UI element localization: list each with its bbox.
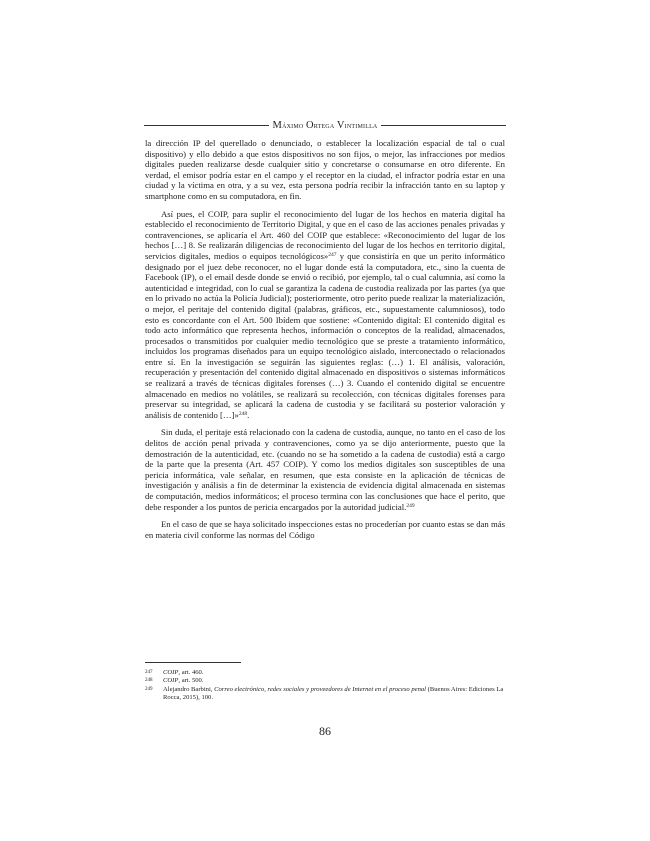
footnote-author: Alejandro Barbini, <box>163 685 215 693</box>
footnote-ref-248: 248 <box>238 410 248 417</box>
footnote-text <box>163 669 505 677</box>
paragraph-3-text: Sin duda, el peritaje está relacionado con la cadena de custodia, aunque, no tanto en el caso de los delitos de acción penal privada y contravenciones, como ya se dijo anteriormente, puesto que la demostración de la autenticidad, etc. (cuando no se ha sometido a la cadena de custodia) está a cargo de la parte que la presenta (Art. 457 COIP). Y como los medios digitales son susceptibles de una pericia informática, vale señalar, en resumen, que esta consiste en la aplicación de técnicas de investigación y análisis a fin de determinar la existencia de evidencia digital almacenada en sistemas de computación, medios informáticos; el proceso termina con las conclusiones que hace el perito, que debe responder a los puntos de pericia encargados por la autoridad judicial. <box>145 427 505 512</box>
paragraph-2-part-a: Así pues, el COIP, para suplir el reconocimiento del lugar de los hechos en materia digital ha establecido el reconocimiento de Territorio Digital, y que en el caso de las acciones penales privadas y contravenciones, se aplicaría el Art. 460 del COIP que establece: «Reconocimiento del lugar de los hechos […] 8. Se realizarán diligencias de reconocimiento del lugar de los hechos en territorio digital, servicios digitales, medios o equipos tecnológicos» <box>145 208 505 261</box>
footnotes <box>145 669 505 703</box>
footnote-number: 249 <box>145 686 153 692</box>
footnote-detail: , art. 500. <box>178 677 204 685</box>
footnote-title: Correo electrónico, redes sociales y proveedores de Internet en el proceso penal <box>214 685 427 693</box>
footnote-248 <box>145 677 505 685</box>
header-rule-right <box>381 125 506 126</box>
header-author: Máximo Ortega Vintimilla <box>272 120 378 131</box>
footnote-ref-249: 249 <box>406 502 415 509</box>
body-text <box>145 138 505 547</box>
paragraph-2 <box>145 209 505 421</box>
footnote-source: COIP <box>163 669 179 676</box>
paragraph-2-part-b: y que consistiría en que un perito informático designado por el juez debe reconocer, no el lugar donde está la computadora, etc., sino la cuenta de Facebook (IP), o el email desde donde se envió o recibió, por ejemplo, tal o cual calumnia, así como la autenticidad e integridad, con lo cual se garantiza la cadena de custodia realizada por las partes (ya que en lo privado no actúa la Policía Judicial); posteriormente, otro perito puede realizar la materialización, o mejor, el peritaje del contenido digital (palabras, gráficos, etc., supuestamente calumniosos), todo esto es concordante con el Art. 500 Ibídem que sostiene: «Contenido digital: El contenido digital es todo acto informático que representa hechos, información o conceptos de la realidad, almacenados, procesados o transmitidos por cualquier medio tecnológico que se preste a tratamiento informático, incluidos los programas diseñados para un equipo tecnológico aislado, interconectado o relacionados entre sí. En la investigación se seguirán las siguientes reglas: (…) 1. El análisis, valoración, recuperación y presentación del contenido digital almacenado en dispositivos o sistemas informáticos se realizará a través de técnicas digitales forenses (…) 3. Cuando el contenido digital se encuentre almacenado en medios no volátiles, se realizará su recolección, con técnicas digitales forenses para preservar su integridad, se aplicará la cadena de custodia y se facilitará su posterior valoración y análisis de contenido […]» <box>145 250 505 420</box>
running-header <box>144 120 506 131</box>
footnote-number: 248 <box>145 678 153 684</box>
footnote-text <box>163 677 505 685</box>
footnote-ref-247: 247 <box>328 251 337 258</box>
footnote-detail: , art. 460. <box>178 669 204 676</box>
footnote-text <box>163 686 505 703</box>
footnote-249 <box>145 686 505 703</box>
footnote-247 <box>145 669 505 677</box>
footnote-detail: (Buenos Aires: Ediciones La Rocca, 2015), 100. <box>163 685 504 702</box>
paragraph-2-part-c: . <box>247 409 250 420</box>
header-rule-left <box>144 125 269 126</box>
paragraph-1: la dirección IP del querellado o denunciado, o establecer la localización espacial de tal o cual dispositivo) y ello debido a que estos dispositivos no son fijos, o mejor, las infracciones por medios digitales pueden realizarse desde cualquier sitio y concretarse o consumarse en otro diferente. En verdad, el emisor podría estar en el campo y el receptor en la ciudad, el infractor podría estar en una ciudad y la víctima en otra, y a su vez, esta persona podría recibir la infracción tanto en su laptop y smartphone como en su computadora, en fin. <box>145 138 505 201</box>
paragraph-4: En el caso de que se haya solicitado inspecciones estas no procederían por cuanto estas se dan más en materia civil conforme las normas del Código <box>145 519 505 540</box>
page-number: 86 <box>319 724 331 738</box>
footnote-separator <box>145 662 241 663</box>
paragraph-3 <box>145 427 505 512</box>
footnote-number: 247 <box>145 670 153 675</box>
footnote-source: COIP <box>163 677 179 685</box>
